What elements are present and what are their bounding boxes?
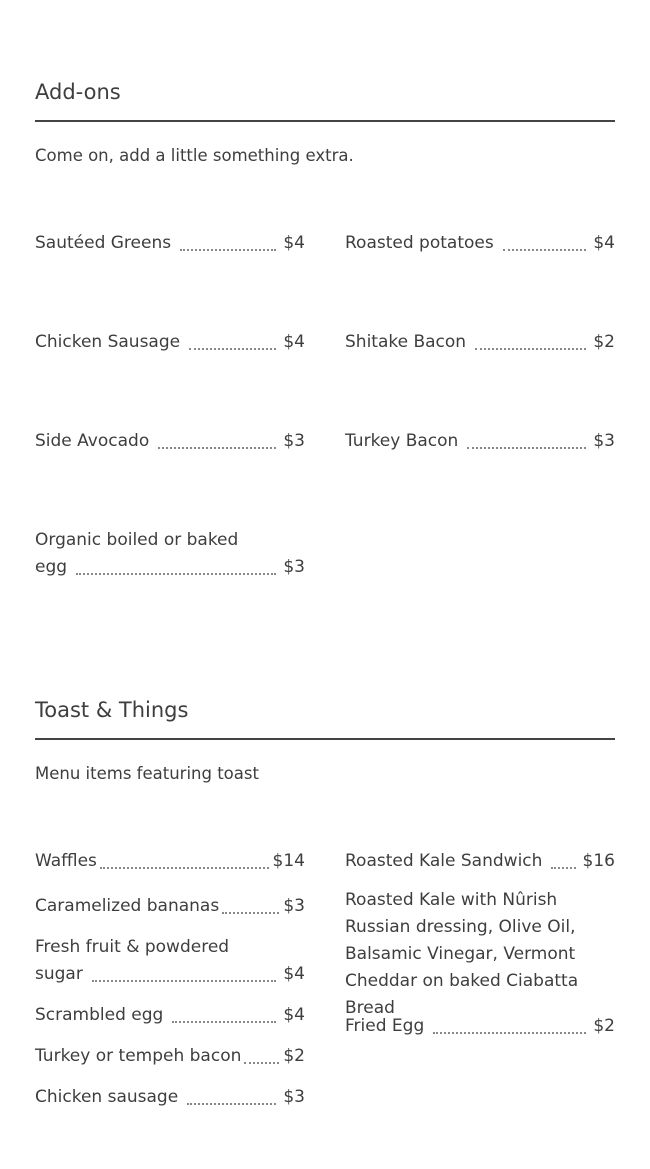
menu-item-turkey-bacon (345, 428, 615, 455)
item-price: $3 (283, 557, 305, 577)
item-name: Waffles (35, 851, 97, 871)
dot-leader (475, 348, 586, 350)
dot-leader (222, 912, 279, 914)
menu-item-chicken-sausage-toast (35, 1084, 305, 1111)
dot-leader (551, 867, 575, 869)
menu-item-caramelized-bananas (35, 893, 305, 920)
dot-leader (503, 249, 587, 251)
item-name: Sautéed Greens (35, 233, 172, 253)
item-price: $3 (283, 431, 305, 451)
item-name: Scrambled egg (35, 1005, 164, 1025)
item-name: Caramelized bananas (35, 896, 220, 916)
dot-leader (189, 348, 276, 350)
dot-leader (158, 447, 276, 449)
dot-leader (244, 1062, 279, 1064)
item-name-line2: sugar (35, 964, 83, 984)
menu-item-fried-egg (345, 1013, 615, 1040)
item-name-line1: Organic boiled or baked (35, 530, 239, 550)
item-price: $2 (593, 1016, 615, 1036)
item-price: $3 (283, 896, 305, 916)
toast-title: Toast & Things (35, 698, 189, 722)
menu-item-roasted-potatoes (345, 230, 615, 257)
dot-leader (433, 1032, 586, 1034)
item-price: $4 (283, 1005, 305, 1025)
item-name: Turkey Bacon (345, 431, 459, 451)
menu-item-side-avocado (35, 428, 305, 455)
addons-section (35, 80, 615, 167)
menu-item-waffles (35, 848, 305, 875)
item-price: $16 (582, 851, 615, 871)
item-name: Shitake Bacon (345, 332, 467, 352)
item-name: Roasted Kale Sandwich (345, 851, 543, 871)
menu-item-roasted-kale-sandwich (345, 848, 615, 875)
item-name: Fried Egg (345, 1016, 425, 1036)
item-price: $4 (283, 964, 305, 984)
item-name: Side Avocado (35, 431, 150, 451)
item-price: $4 (593, 233, 615, 253)
menu-item-turkey-tempeh-bacon (35, 1043, 305, 1070)
addons-title: Add-ons (35, 80, 121, 104)
item-name: Chicken sausage (35, 1087, 179, 1107)
addons-divider (35, 120, 615, 122)
item-name: Chicken Sausage (35, 332, 181, 352)
dot-leader (180, 249, 276, 251)
menu-item-scrambled-egg (35, 1002, 305, 1029)
item-description: Roasted Kale with Nûrish Russian dressing, Olive Oil, Balsamic Vinegar, Vermont Cheddar on baked Ciabatta Bread (345, 890, 579, 1018)
dot-leader (187, 1103, 276, 1105)
item-price: $4 (283, 233, 305, 253)
menu-item-shitake-bacon (345, 329, 615, 356)
item-price: $2 (593, 332, 615, 352)
menu-item-organic-egg (35, 527, 305, 581)
toast-section (35, 698, 615, 785)
menu-item-chicken-sausage (35, 329, 305, 356)
item-name: Roasted potatoes (345, 233, 494, 253)
item-price: $14 (272, 851, 305, 871)
item-price: $4 (283, 332, 305, 352)
dot-leader (467, 447, 586, 449)
dot-leader (100, 867, 269, 869)
menu-item-sauteed-greens (35, 230, 305, 257)
item-price: $3 (593, 431, 615, 451)
addons-description: Come on, add a little something extra. (35, 146, 354, 166)
item-name: Turkey or tempeh bacon (35, 1046, 242, 1066)
dot-leader (92, 980, 277, 982)
item-price: $3 (283, 1087, 305, 1107)
toast-description: Menu items featuring toast (35, 764, 259, 784)
item-price: $2 (283, 1046, 305, 1066)
menu-item-fresh-fruit (35, 934, 305, 988)
toast-divider (35, 738, 615, 740)
dot-leader (172, 1021, 276, 1023)
item-name-line1: Fresh fruit & powdered (35, 937, 230, 957)
dot-leader (76, 573, 276, 575)
item-name-line2: egg (35, 557, 68, 577)
